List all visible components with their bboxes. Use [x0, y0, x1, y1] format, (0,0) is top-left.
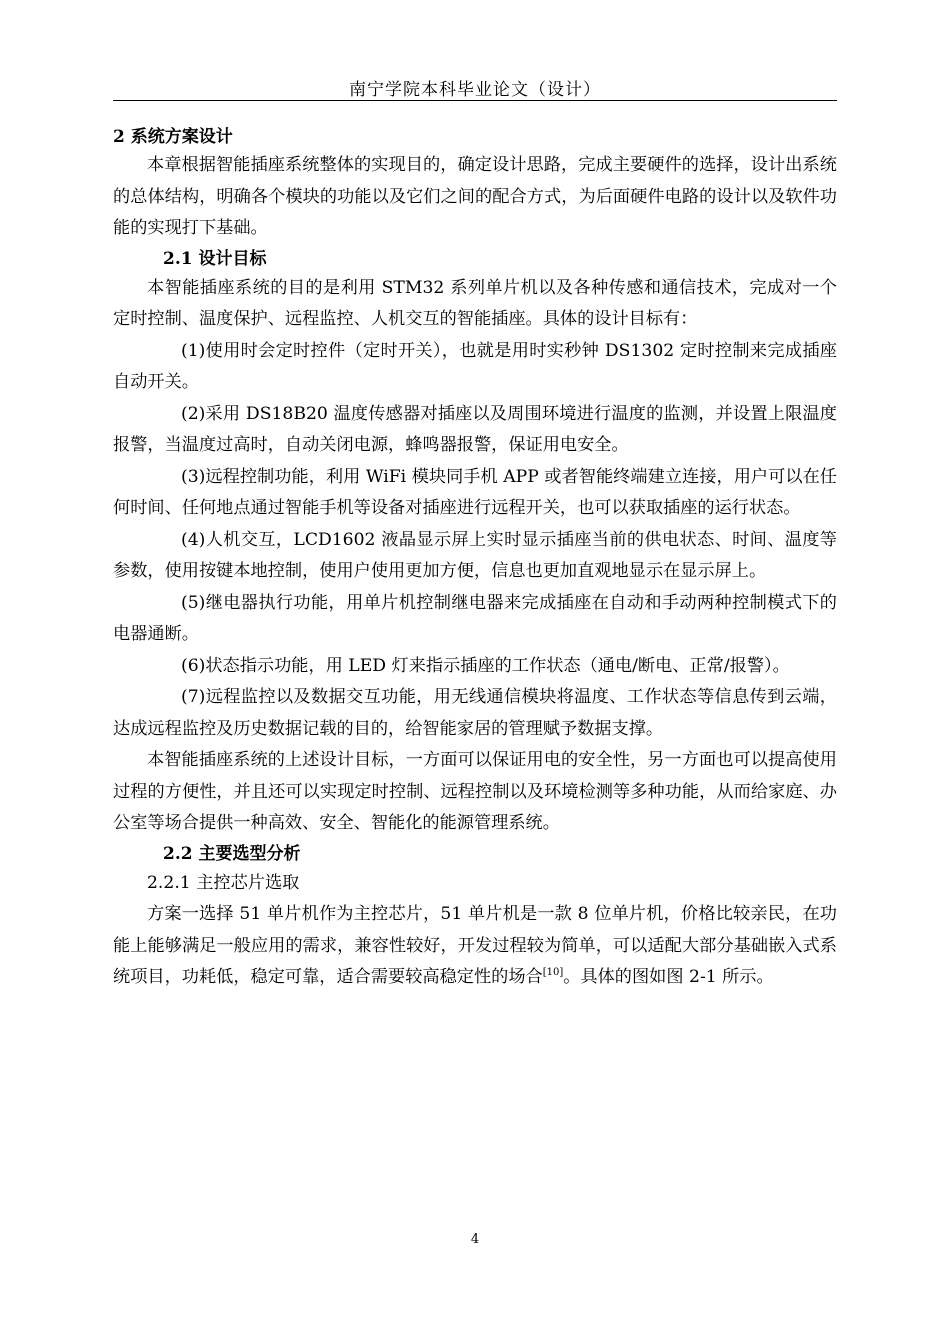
chapter-intro: 本章根据智能插座系统整体的实现目的，确定设计思路，完成主要硬件的选择，设计出系统的总体结构，明确各个模块的功能以及它们之间的配合方式，为后面硬件电路的设计以及软件功能的实现打下基础。	[113, 155, 837, 238]
section-2-1-intro: 本智能插座系统的目的是利用 STM32 系列单片机以及各种传感和通信技术，完成对一个定时控制、温度保护、远程监控、人机交互的智能插座。具体的设计目标有：	[113, 277, 837, 329]
section-heading-2-2: 2.2 主要选型分析	[163, 843, 301, 864]
citation-ref[interactable]: [10]	[542, 967, 564, 978]
section-2-1-summary: 本智能插座系统的上述设计目标，一方面可以保证用电的安全性，另一方面也可以提高使用过程的方便性，并且还可以实现定时控制、远程控制以及环境检测等多种功能，从而给家庭、办公室等场合提供一种高效、安全、智能化的能源管理系统。	[113, 750, 837, 833]
goal-item: (5)继电器执行功能，用单片机控制继电器来完成插座在自动和手动两种控制模式下的电器通断。	[113, 592, 837, 644]
mcu-selection-paragraph	[113, 899, 837, 994]
subsection-heading-2-2-1: 2.2.1 主控芯片选取	[147, 872, 300, 893]
goal-item: (2)采用 DS18B20 温度传感器对插座以及周围环境进行温度的监测，并设置上限温度报警，当温度过高时，自动关闭电源，蜂鸣器报警，保证用电安全。	[113, 403, 837, 455]
paragraph-tail: 。具体的图如图 2-1 所示。	[563, 967, 774, 987]
header-rule	[113, 100, 837, 101]
page-number: 4	[470, 1232, 480, 1247]
goal-item: (6)状态指示功能，用 LED 灯来指示插座的工作状态（通电/断电、正常/报警）。	[181, 655, 790, 676]
goal-item: (1)使用时会定时控件（定时开关），也就是用时实秒钟 DS1302 定时控制来完成插座自动开关。	[113, 340, 837, 392]
chapter-heading: 2 系统方案设计	[113, 127, 233, 147]
page-body	[113, 124, 837, 994]
goal-item: (3)远程控制功能，利用 WiFi 模块同手机 APP 或者智能终端建立连接，用户可以在任何时间、任何地点通过智能手机等设备对插座进行远程开关，也可以获取插座的运行状态。	[113, 466, 837, 518]
goal-item: (7)远程监控以及数据交互功能，用无线通信模块将温度、工作状态等信息传到云端，达成远程监控及历史数据记载的目的，给智能家居的管理赋予数据支撑。	[113, 687, 837, 739]
section-heading-2-1: 2.1 设计目标	[163, 248, 267, 269]
goal-item: (4)人机交互，LCD1602 液晶显示屏上实时显示插座当前的供电状态、时间、温度等参数，使用按键本地控制，使用户使用更加方便，信息也更加直观地显示在显示屏上。	[113, 529, 837, 581]
running-header: 南宁学院本科毕业论文（设计）	[349, 80, 601, 100]
paragraph-text: 方案一选择 51 单片机作为主控芯片，51 单片机是一款 8 位单片机，价格比较亲民，在功能上能够满足一般应用的需求，兼容性较好，开发过程较为简单，可以适配大部分基础嵌入式系统项目，功耗低，稳定可靠，适合需要较高稳定性的场合	[113, 904, 837, 987]
